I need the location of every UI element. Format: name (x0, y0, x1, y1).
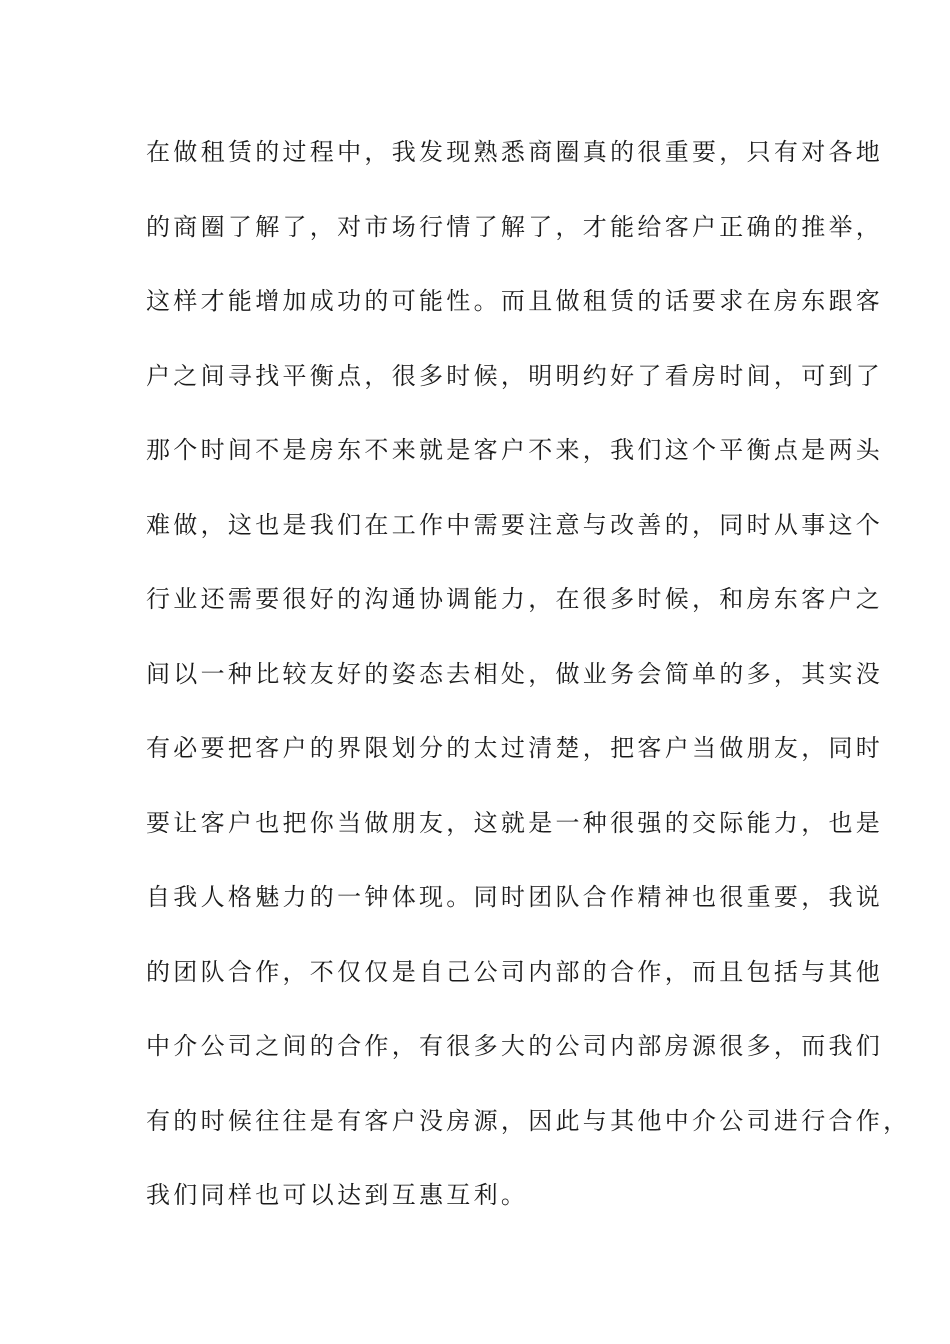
text-line-10: 要让客户也把你当做朋友，这就是一种很强的交际能力，也是 (146, 808, 884, 837)
text-line-6: 难做，这也是我们在工作中需要注意与改善的，同时从事这个 (146, 510, 884, 539)
text-line-3: 这样才能增加成功的可能性。而且做租赁的话要求在房东跟客 (146, 287, 884, 315)
text-line-12: 的团队合作，不仅仅是自己公司内部的合作，而且包括与其他 (146, 957, 884, 986)
text-line-9: 有必要把客户的界限划分的太过清楚，把客户当做朋友，同时 (146, 734, 884, 762)
text-line-11: 自我人格魅力的一钟体现。同时团队合作精神也很重要，我说 (146, 883, 884, 911)
text-line-5: 那个时间不是房东不来就是客户不来，我们这个平衡点是两头 (146, 436, 884, 464)
text-line-4: 户之间寻找平衡点，很多时候，明明约好了看房时间，可到了 (146, 361, 884, 390)
text-line-1: 在做租赁的过程中，我发现熟悉商圈真的很重要，只有对各地 (146, 138, 884, 166)
text-line-13: 中介公司之间的合作，有很多大的公司内部房源很多，而我们 (146, 1032, 884, 1060)
body-paragraph (146, 133, 911, 1251)
text-line-14: 有的时候往往是有客户没房源，因此与其他中介公司进行合作， (146, 1106, 911, 1135)
text-line-2: 的商圈了解了，对市场行情了解了，才能给客户正确的推举， (146, 212, 884, 241)
text-line-8: 间以一种比较友好的姿态去相处，做业务会简单的多，其实没 (146, 659, 884, 688)
text-line-7: 行业还需要很好的沟通协调能力，在很多时候，和房东客户之 (146, 585, 884, 613)
text-line-15: 我们同样也可以达到互惠互利。 (146, 1181, 529, 1209)
